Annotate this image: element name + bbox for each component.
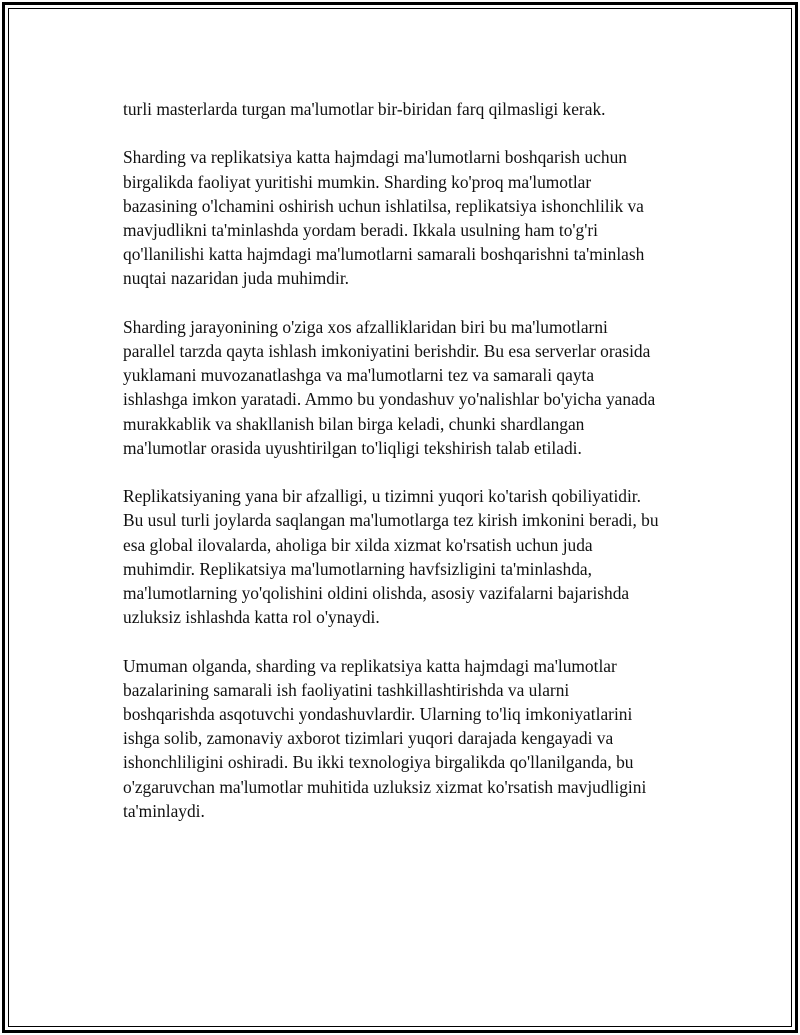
- paragraph-3: [123, 315, 698, 460]
- text-line: murakkablik va shakllanish bilan birga keladi, chunki shardlangan: [123, 413, 585, 434]
- text-line: yuklamani muvozanatlashga va ma'lumotlarni tez va samarali qayta: [123, 365, 595, 386]
- text-line: ta'minlaydi.: [123, 800, 205, 821]
- text-line: Sharding jarayonining o'ziga xos afzalliklaridan biri bu ma'lumotlarni: [123, 316, 608, 337]
- text-line: ma'lumotlar orasida uyushtirilgan to'liqligi tekshirish talab etiladi.: [123, 437, 582, 458]
- page-border: [2, 2, 798, 1033]
- document-body: [123, 97, 698, 847]
- text-line: mavjudlikni ta'minlashda yordam beradi. Ikkala usulning ham to'g'ri: [123, 220, 598, 240]
- paragraph-2: [123, 145, 698, 290]
- text-line: esa global ilovalarda, aholiga bir xilda xizmat ko'rsatish uchun juda: [123, 534, 593, 555]
- text-line: o'zgaruvchan ma'lumotlar muhitida uzluksiz xizmat ko'rsatish mavjudligini: [123, 776, 647, 797]
- text-line: birgalikda faoliyat yuritishi mumkin. Sharding ko'proq ma'lumotlar: [123, 171, 592, 192]
- text-line: Umuman olganda, sharding va replikatsiya katta hajmdagi ma'lumotlar: [123, 655, 617, 676]
- text-line: turli masterlarda turgan ma'lumotlar bir-biridan farq qilmasligi kerak.: [123, 99, 606, 119]
- text-line: nuqtai nazaridan juda muhimdir.: [123, 268, 350, 289]
- text-line: Sharding va replikatsiya katta hajmdagi ma'lumotlarni boshqarish uchun: [123, 147, 627, 168]
- text-line: ishlashga imkon yaratadi. Ammo bu yondashuv yo'nalishlar bo'yicha yanada: [123, 389, 656, 410]
- text-line: qo'llanilishi katta hajmdagi ma'lumotlarni samarali boshqarishni ta'minlash: [123, 244, 645, 265]
- text-line: bazalarining samarali ish faoliyatini tashkillashtirishda va ularni: [123, 679, 570, 700]
- text-line: parallel tarzda qayta ishlash imkoniyatini berishdir. Bu esa serverlar orasida: [123, 341, 651, 361]
- text-line: ishga solib, zamonaviy axborot tizimlari yuqori darajada kengayadi va: [123, 728, 614, 749]
- text-line: boshqarishda asqotuvchi yondashuvlardir. Ularning to'liq imkoniyatlarini: [123, 704, 633, 725]
- text-line: ishonchliligini oshiradi. Bu ikki texnologiya birgalikda qo'llanilganda, bu: [123, 752, 634, 773]
- paragraph-5: [123, 654, 698, 823]
- text-line: Replikatsiyaning yana bir afzalligi, u tizimni yuqori ko'tarish qobiliyatidir.: [123, 486, 641, 507]
- text-line: uzluksiz ishlashda katta rol o'ynaydi.: [123, 607, 380, 628]
- paragraph-1: [123, 97, 698, 121]
- text-line: bazasining o'lchamini oshirish uchun ishlatilsa, replikatsiya ishonchlilik va: [123, 195, 644, 216]
- text-line: ma'lumotlarning yo'qolishini oldini olishda, asosiy vazifalarni bajarishda: [123, 583, 630, 604]
- paragraph-4: [123, 484, 698, 629]
- text-line: muhimdir. Replikatsiya ma'lumotlarning havfsizligini ta'minlashda,: [123, 558, 592, 579]
- text-line: Bu usul turli joylarda saqlangan ma'lumotlarga tez kirish imkonini beradi, bu: [123, 510, 659, 531]
